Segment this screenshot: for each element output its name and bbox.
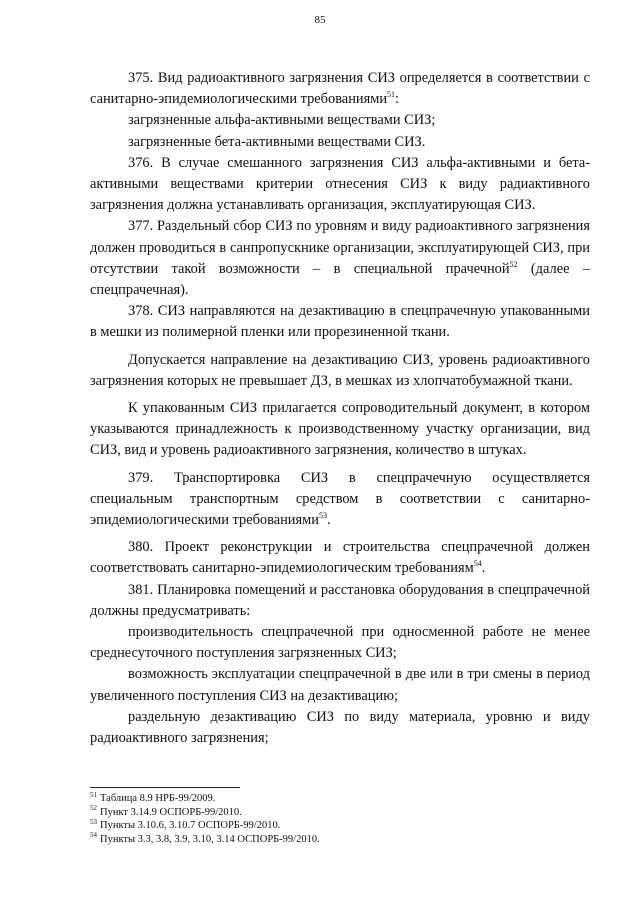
footnote-52: $^{52}$ Пункт 3.14.9 ОСПОРБ-99/2010. [90,804,242,818]
paragraph-376: 376. В случае смешанного загрязнения СИЗ альфа-активными и бета-активными веществами критерии отнесения СИЗ к виду радиактивного загрязнения должна устанавливать организация, эксплуатирующая СИЗ. [90,154,590,214]
paragraph-permission: Допускается направление на дезактивацию СИЗ, уровень радиоактивного загрязнения которых не превышает ДЗ, в мешках из хлопчатобумажной ткани. [90,351,590,389]
body-text [90,68,590,749]
paragraph-accompanying-document: К упакованным СИЗ прилагается сопроводительный документ, в котором указываются принадлежность к производственному участку организации, вид СИЗ, вид и уровень радиоактивного загрязнения, количество в штуках. [90,400,590,459]
footnote-54: $^{54}$ Пункты 3.3, 3.8, 3.9, 3.10, 3.14 ОСПОРБ-99/2010. [90,831,320,845]
paragraph-377: 377. Раздельный сбор СИЗ по уровням и виду радиоактивного загрязнения должен проводиться в санпропускнике организации, эксплуатирующей СИЗ, при отсутствии такой возможности – в специальной прачечной$^{52}$ (далее – спецпрачечная). [90,218,590,299]
paragraph-380: 380. Проект реконструкции и строительства спецпрачечной должен соответствовать санитарно-эпидемиологическим требованиям$^{54}$. [90,539,590,577]
footnote-53: $^{53}$ Пункты 3.10.6, 3.10.7 ОСПОРБ-99/2010. [90,817,281,832]
footnote-separator [90,787,240,788]
footnote-ref-53: 53 [318,511,327,521]
list-item-alpha: загрязненные альфа-активными веществами СИЗ; [128,112,436,129]
list-item-shifts: возможность эксплуатации спецпрачечной в две или в три смены в период увеличенного поступления СИЗ на дезактивацию; [90,666,590,704]
list-item-productivity: производительность спецпрачечной при односменной работе не менее среднесуточного поступления загрязненных СИЗ; [90,624,590,662]
footnote-ref-52: 52 [509,260,518,270]
paragraph-379: 379. Транспортировка СИЗ в спецпрачечную осуществляется специальным транспортным средством в соответствии с санитарно-эпидемиологическими требованиями$^{53}$. [90,469,590,529]
page-number: 85 [314,14,326,26]
list-item-beta: загрязненные бета-активными веществами СИЗ. [128,133,426,150]
footnotes [90,792,590,846]
paragraph-378: 378. СИЗ направляются на дезактивацию в спецпрачечную упакованными в мешки из полимерной пленки или прорезиненной ткани. [90,303,590,341]
list-item-separate-decontamination: раздельную дезактивацию СИЗ по виду материала, уровню и виду радиоактивного загрязнения; [90,708,590,747]
footnote-ref-51: 51 [387,90,396,100]
paragraph-381: 381. Планировка помещений и расстановка оборудования в спецпрачечной должны предусматривать: [90,581,590,619]
footnote-ref-54: 54 [473,559,482,569]
paragraph-375: 375. Вид радиоактивного загрязнения СИЗ определяется в соответствии с санитарно-эпидемиологическими требованиями$^{51}$: [90,70,590,108]
footnote-51: $^{51}$ Таблица 8.9 НРБ-99/2009. [90,790,216,804]
